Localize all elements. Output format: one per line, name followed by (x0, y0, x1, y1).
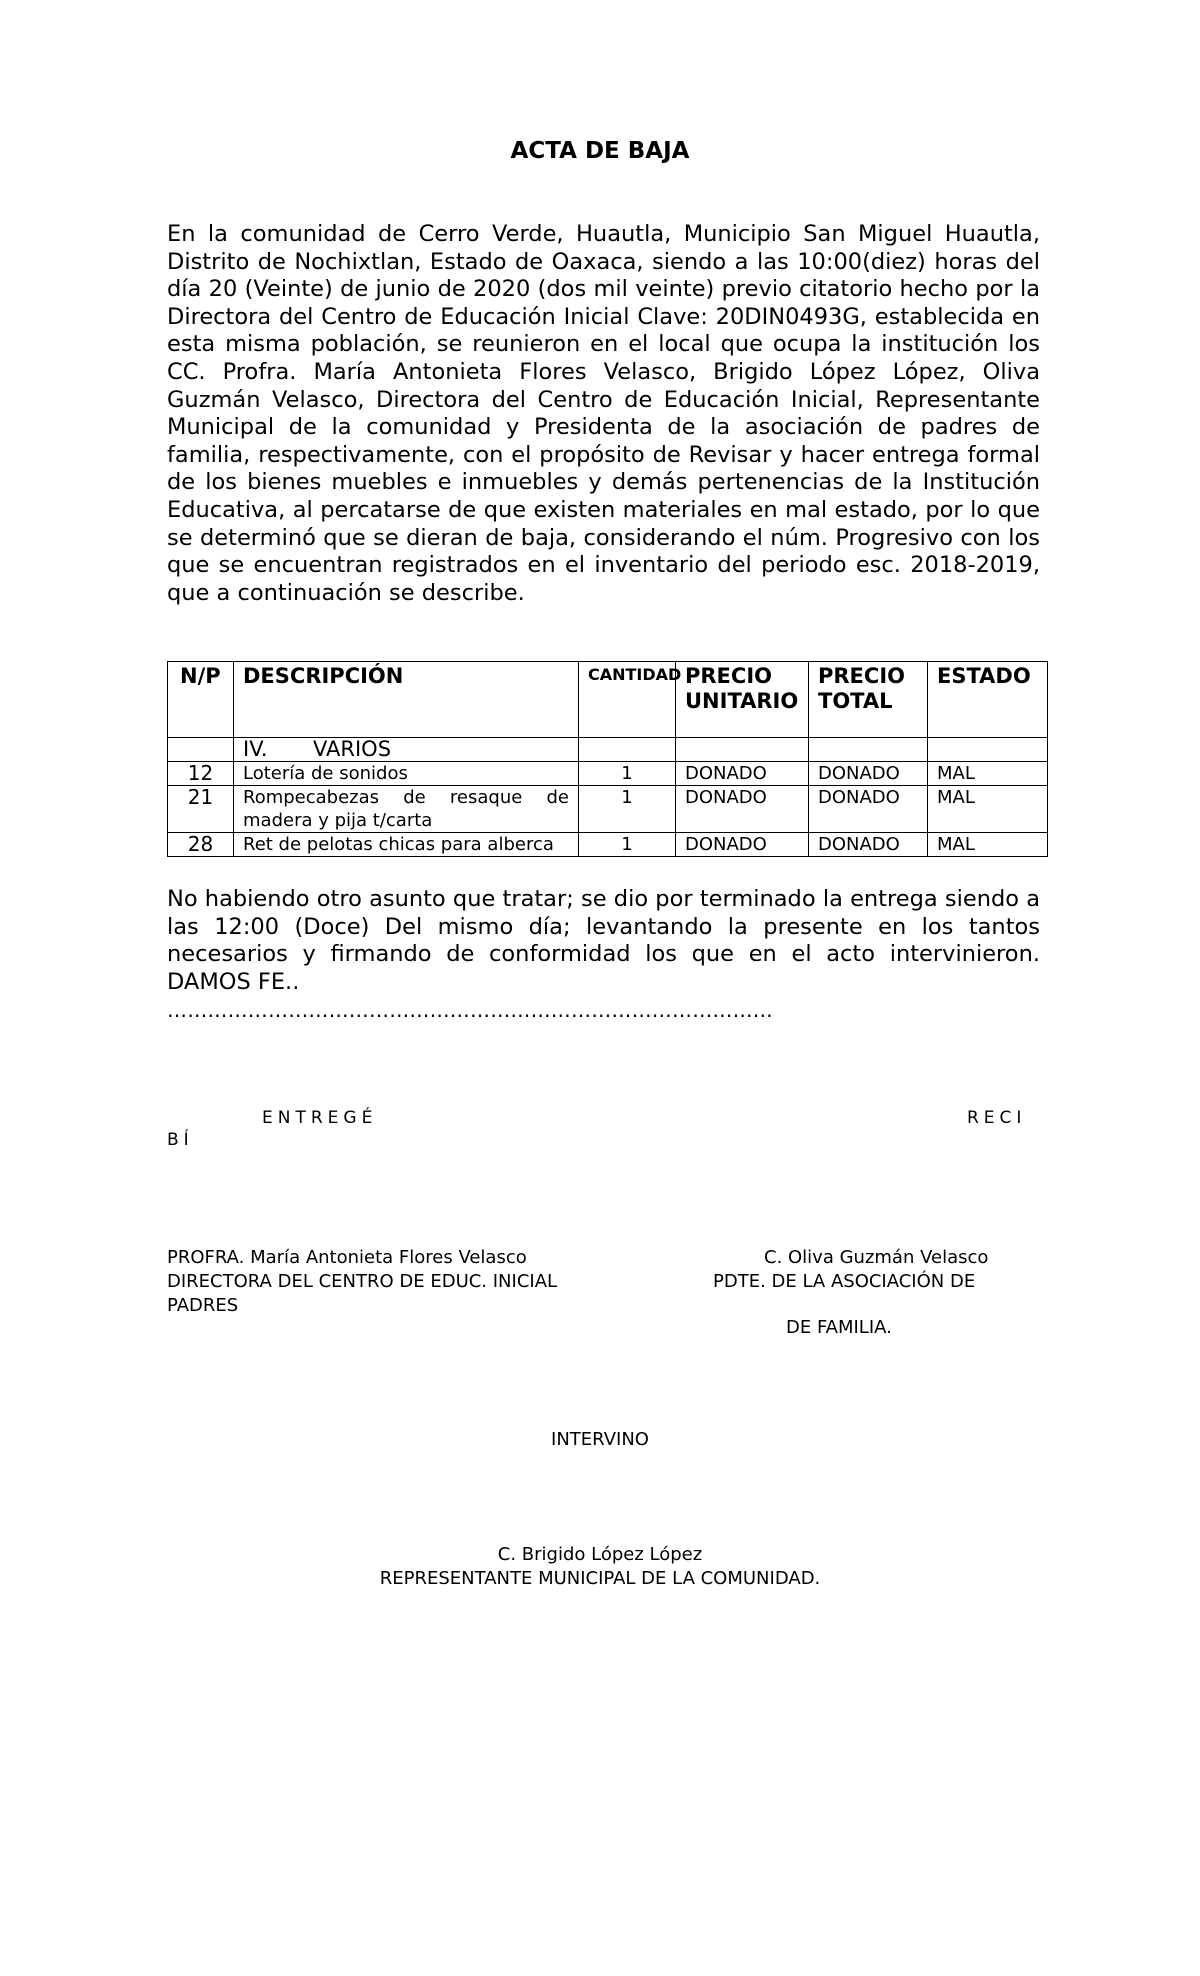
entrege-label: ENTREGÉ (262, 1108, 378, 1128)
intervino-label: INTERVINO (551, 1429, 649, 1450)
left-signatory-role: DIRECTORA DEL CENTRO DE EDUC. INICIAL (167, 1271, 558, 1292)
header-estado: ESTADO (928, 662, 1048, 738)
row-estado: MAL (928, 762, 1048, 786)
row-cantidad: 1 (579, 786, 676, 833)
row-descripcion: Rompecabezas de resaque de madera y pija t/carta (234, 786, 579, 833)
table-header-row (168, 662, 1048, 738)
row-precio-unitario: DONADO (676, 786, 809, 833)
intro-paragraph: En la comunidad de Cerro Verde, Huautla, Municipio San Miguel Huautla, Distrito de Nochixtlan, Estado de Oaxaca, siendo a las 10:00(diez) horas del día 20 (Veinte) de junio de 2020 (dos mil veinte) previo citatorio hecho por la Directora del Centro de Educación Inicial Clave: 20DIN0493G, establecida en esta misma población, se reunieron en el local que ocupa la institución los CC. Profra. María Antonieta Flores Velasco, Brigido López López, Oliva Guzmán Velasco, Directora del Centro de Educación Inicial, Representante Municipal de la comunidad y Presidenta de la asociación de padres de familia, respectivamente, con el propósito de Revisar y hacer entrega formal de los bienes muebles e inmuebles y demás pertenencias de la Institución Educativa, al percatarse de que existen materiales en mal estado, por lo que se determinó que se dieran de baja, considerando el núm. Progresivo con los que se encuentran registrados en el inventario del periodo esc. 2018-2019, que a continuación se describe. (167, 221, 1040, 606)
row-np: 12 (168, 762, 234, 786)
table-row (168, 786, 1048, 833)
section-label (234, 738, 579, 762)
right-signatory-extra: DE FAMILIA. (786, 1317, 892, 1338)
left-signatory-name: PROFRA. María Antonieta Flores Velasco (167, 1247, 527, 1268)
row-estado: MAL (928, 833, 1048, 857)
recibi-label-part1: RECI (967, 1108, 1027, 1128)
row-np: 28 (168, 833, 234, 857)
section-row (168, 738, 1048, 762)
right-signatory-name: C. Oliva Guzmán Velasco (764, 1247, 989, 1268)
inventory-table (167, 661, 1048, 857)
row-cantidad: 1 (579, 762, 676, 786)
header-descripcion: DESCRIPCIÓN (234, 662, 579, 738)
header-precio-total: PRECIO TOTAL (809, 662, 928, 738)
closing-paragraph: No habiendo otro asunto que tratar; se dio por terminado la entrega siendo a las 12:00 (Doce) Del mismo día; levantando la presente en los tantos necesarios y firmando de conformidad los que en el acto intervinieron. DAMOS FE.. (167, 886, 1040, 995)
row-precio-unitario: DONADO (676, 762, 809, 786)
header-precio-unitario: PRECIO UNITARIO (676, 662, 809, 738)
row-cantidad: 1 (579, 833, 676, 857)
row-descripcion: Ret de pelotas chicas para alberca (234, 833, 579, 857)
row-precio-unitario: DONADO (676, 833, 809, 857)
row-np: 21 (168, 786, 234, 833)
left-signatory-extra: PADRES (167, 1295, 239, 1316)
table-row (168, 762, 1048, 786)
document-title: ACTA DE BAJA (510, 138, 690, 164)
row-precio-total: DONADO (809, 786, 928, 833)
section-title: VARIOS (313, 737, 392, 761)
right-signatory-role: PDTE. DE LA ASOCIACIÓN DE (713, 1271, 976, 1292)
table-row (168, 833, 1048, 857)
row-descripcion: Lotería de sonidos (234, 762, 579, 786)
header-np: N/P (168, 662, 234, 738)
section-roman: IV. (243, 737, 268, 761)
center-signatory-name: C. Brigido López López (497, 1544, 703, 1565)
dotted-line: ……………………………………………………………………………… (167, 998, 773, 1022)
row-precio-total: DONADO (809, 833, 928, 857)
row-precio-total: DONADO (809, 762, 928, 786)
row-estado: MAL (928, 786, 1048, 833)
center-signatory-role: REPRESENTANTE MUNICIPAL DE LA COMUNIDAD. (379, 1568, 821, 1589)
header-cantidad: CANTIDAD (579, 662, 676, 738)
recibi-label-part2: BÍ (167, 1130, 194, 1150)
